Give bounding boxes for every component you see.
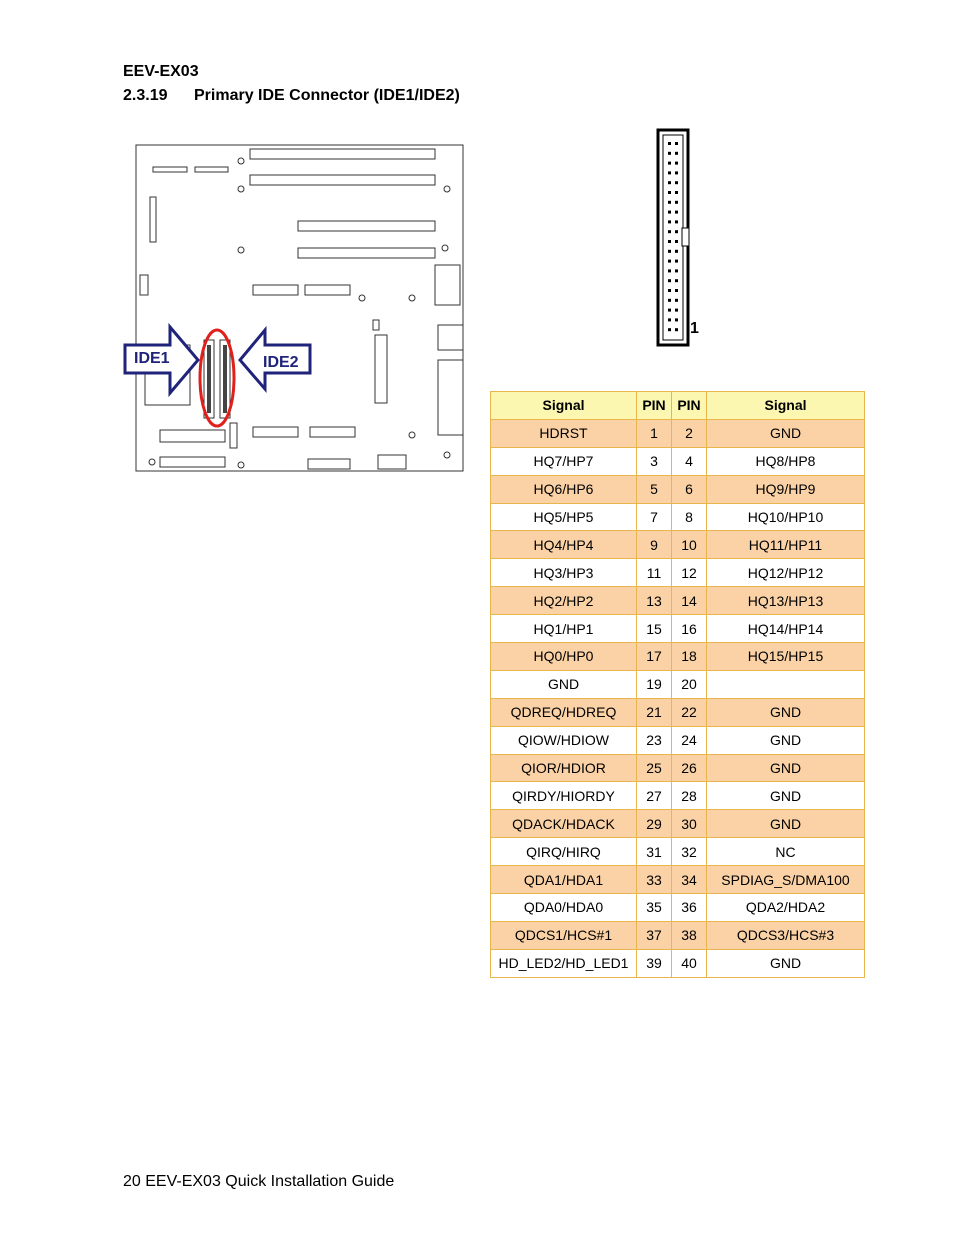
table-row (491, 447, 865, 475)
connector-pin (675, 328, 678, 331)
ide-connector-figure (640, 120, 720, 350)
table-row (491, 670, 865, 698)
signal-left-cell: QIRQ/HIRQ (491, 838, 637, 866)
signal-left-cell: GND (491, 670, 637, 698)
signal-left-cell: HQ7/HP7 (491, 447, 637, 475)
pin-left-cell: 17 (637, 643, 672, 671)
signal-left-cell: QDA1/HDA1 (491, 866, 637, 894)
signal-right-cell: HQ8/HP8 (707, 447, 865, 475)
table-row (491, 615, 865, 643)
connector-pin (668, 328, 671, 331)
pin-left-cell: 23 (637, 726, 672, 754)
header-signal-left: Signal (491, 392, 637, 420)
header-signal-right: Signal (707, 392, 865, 420)
connector-pin (668, 191, 671, 194)
connector-pin (668, 299, 671, 302)
table-row (491, 503, 865, 531)
signal-right-cell: HQ15/HP15 (707, 643, 865, 671)
pin-left-cell: 27 (637, 782, 672, 810)
pin-left-cell: 29 (637, 810, 672, 838)
table-row (491, 838, 865, 866)
pin-left-cell: 19 (637, 670, 672, 698)
connector-pin (675, 152, 678, 155)
pin-right-cell: 24 (672, 726, 707, 754)
connector-pin (675, 191, 678, 194)
table-row (491, 643, 865, 671)
pin-right-cell: 40 (672, 949, 707, 977)
table-row (491, 419, 865, 447)
connector-pin (675, 269, 678, 272)
connector-pin (668, 289, 671, 292)
pin-left-cell: 33 (637, 866, 672, 894)
pin-right-cell: 16 (672, 615, 707, 643)
pin-right-cell: 20 (672, 670, 707, 698)
signal-left-cell: QIOR/HDIOR (491, 754, 637, 782)
connector-pin (668, 309, 671, 312)
connector-pin (668, 181, 671, 184)
signal-left-cell: HQ2/HP2 (491, 587, 637, 615)
table-header-row (491, 392, 865, 420)
header-pin-left: PIN (637, 392, 672, 420)
pin-left-cell: 37 (637, 921, 672, 949)
table-row (491, 894, 865, 922)
pin-right-cell: 30 (672, 810, 707, 838)
connector-pin (668, 211, 671, 214)
table-row (491, 949, 865, 977)
signal-right-cell: HQ14/HP14 (707, 615, 865, 643)
signal-right-cell: HQ11/HP11 (707, 531, 865, 559)
table-row (491, 475, 865, 503)
connector-pin (675, 162, 678, 165)
pin-left-cell: 1 (637, 419, 672, 447)
connector-pin (668, 260, 671, 263)
table-row (491, 921, 865, 949)
section-number: 2.3.19 (123, 87, 168, 104)
connector-pin (668, 220, 671, 223)
pin-right-cell: 14 (672, 587, 707, 615)
signal-left-cell: QDACK/HDACK (491, 810, 637, 838)
ide2-label: IDE2 (263, 354, 299, 371)
connector-pin (668, 201, 671, 204)
connector-pin (675, 289, 678, 292)
signal-right-cell: GND (707, 782, 865, 810)
signal-left-cell: HQ0/HP0 (491, 643, 637, 671)
connector-pin (675, 260, 678, 263)
table-row (491, 754, 865, 782)
pin-right-cell: 12 (672, 559, 707, 587)
connector-pin (675, 220, 678, 223)
connector-pin (668, 142, 671, 145)
header-pin-right: PIN (672, 392, 707, 420)
pin-right-cell: 28 (672, 782, 707, 810)
connector-pin (675, 171, 678, 174)
pin-left-cell: 11 (637, 559, 672, 587)
connector-pin (668, 269, 671, 272)
signal-left-cell: HQ3/HP3 (491, 559, 637, 587)
pin-right-cell: 36 (672, 894, 707, 922)
connector-pin (675, 299, 678, 302)
signal-left-cell: QIRDY/HIORDY (491, 782, 637, 810)
connector-pin (675, 318, 678, 321)
page-footer: 20 EEV-EX03 Quick Installation Guide (123, 1173, 395, 1190)
connector-pin (668, 250, 671, 253)
section-title: Primary IDE Connector (IDE1/IDE2) (194, 87, 460, 104)
connector-pin (668, 230, 671, 233)
signal-right-cell: QDA2/HDA2 (707, 894, 865, 922)
pin-right-cell: 32 (672, 838, 707, 866)
pin-left-cell: 15 (637, 615, 672, 643)
signal-left-cell: HD_LED2/HD_LED1 (491, 949, 637, 977)
connector-pin (668, 152, 671, 155)
table-row (491, 531, 865, 559)
pin-left-cell: 5 (637, 475, 672, 503)
pin-left-cell: 31 (637, 838, 672, 866)
pin-left-cell: 25 (637, 754, 672, 782)
pin-left-cell: 7 (637, 503, 672, 531)
signal-left-cell: HDRST (491, 419, 637, 447)
table-row (491, 698, 865, 726)
signal-right-cell (707, 670, 865, 698)
signal-left-cell: QDCS1/HCS#1 (491, 921, 637, 949)
connector-pin (675, 201, 678, 204)
pin-right-cell: 34 (672, 866, 707, 894)
connector-pin (675, 142, 678, 145)
pin-right-cell: 4 (672, 447, 707, 475)
connector-pin (668, 279, 671, 282)
signal-left-cell: HQ1/HP1 (491, 615, 637, 643)
signal-right-cell: NC (707, 838, 865, 866)
signal-right-cell: GND (707, 419, 865, 447)
signal-right-cell: SPDIAG_S/DMA100 (707, 866, 865, 894)
signal-right-cell: GND (707, 949, 865, 977)
signal-right-cell: QDCS3/HCS#3 (707, 921, 865, 949)
signal-right-cell: GND (707, 754, 865, 782)
pin-right-cell: 10 (672, 531, 707, 559)
board-layout-figure (120, 135, 495, 480)
table-row (491, 782, 865, 810)
signal-right-cell: HQ10/HP10 (707, 503, 865, 531)
pin1-label: 1 (690, 320, 699, 337)
connector-pin (675, 211, 678, 214)
signal-left-cell: HQ5/HP5 (491, 503, 637, 531)
pin-right-cell: 26 (672, 754, 707, 782)
signal-left-cell: QIOW/HDIOW (491, 726, 637, 754)
pin-right-cell: 2 (672, 419, 707, 447)
connector-pin (675, 250, 678, 253)
table-row (491, 559, 865, 587)
signal-right-cell: GND (707, 698, 865, 726)
pin-assignment-table (490, 391, 865, 978)
signal-left-cell: QDA0/HDA0 (491, 894, 637, 922)
signal-right-cell: HQ9/HP9 (707, 475, 865, 503)
table-row (491, 726, 865, 754)
table-row (491, 866, 865, 894)
signal-right-cell: GND (707, 810, 865, 838)
pin-left-cell: 21 (637, 698, 672, 726)
connector-pin (675, 230, 678, 233)
connector-pin (668, 318, 671, 321)
connector-pin (668, 162, 671, 165)
connector-pin (668, 171, 671, 174)
pin-right-cell: 22 (672, 698, 707, 726)
pin-left-cell: 39 (637, 949, 672, 977)
connector-pin (668, 240, 671, 243)
connector-pin (675, 240, 678, 243)
pin-right-cell: 18 (672, 643, 707, 671)
signal-left-cell: QDREQ/HDREQ (491, 698, 637, 726)
signal-right-cell: HQ12/HP12 (707, 559, 865, 587)
pin-left-cell: 9 (637, 531, 672, 559)
pin-right-cell: 6 (672, 475, 707, 503)
connector-pin (675, 279, 678, 282)
connector-pin (675, 181, 678, 184)
ide1-label: IDE1 (134, 350, 170, 367)
pin-left-cell: 35 (637, 894, 672, 922)
pin-right-cell: 8 (672, 503, 707, 531)
pin-right-cell: 38 (672, 921, 707, 949)
table-row (491, 810, 865, 838)
signal-right-cell: HQ13/HP13 (707, 587, 865, 615)
signal-right-cell: GND (707, 726, 865, 754)
signal-left-cell: HQ4/HP4 (491, 531, 637, 559)
connector-pin (675, 309, 678, 312)
model-name: EEV-EX03 (123, 63, 199, 80)
pin-left-cell: 13 (637, 587, 672, 615)
section-heading (123, 87, 460, 105)
table-row (491, 587, 865, 615)
pin-left-cell: 3 (637, 447, 672, 475)
signal-left-cell: HQ6/HP6 (491, 475, 637, 503)
